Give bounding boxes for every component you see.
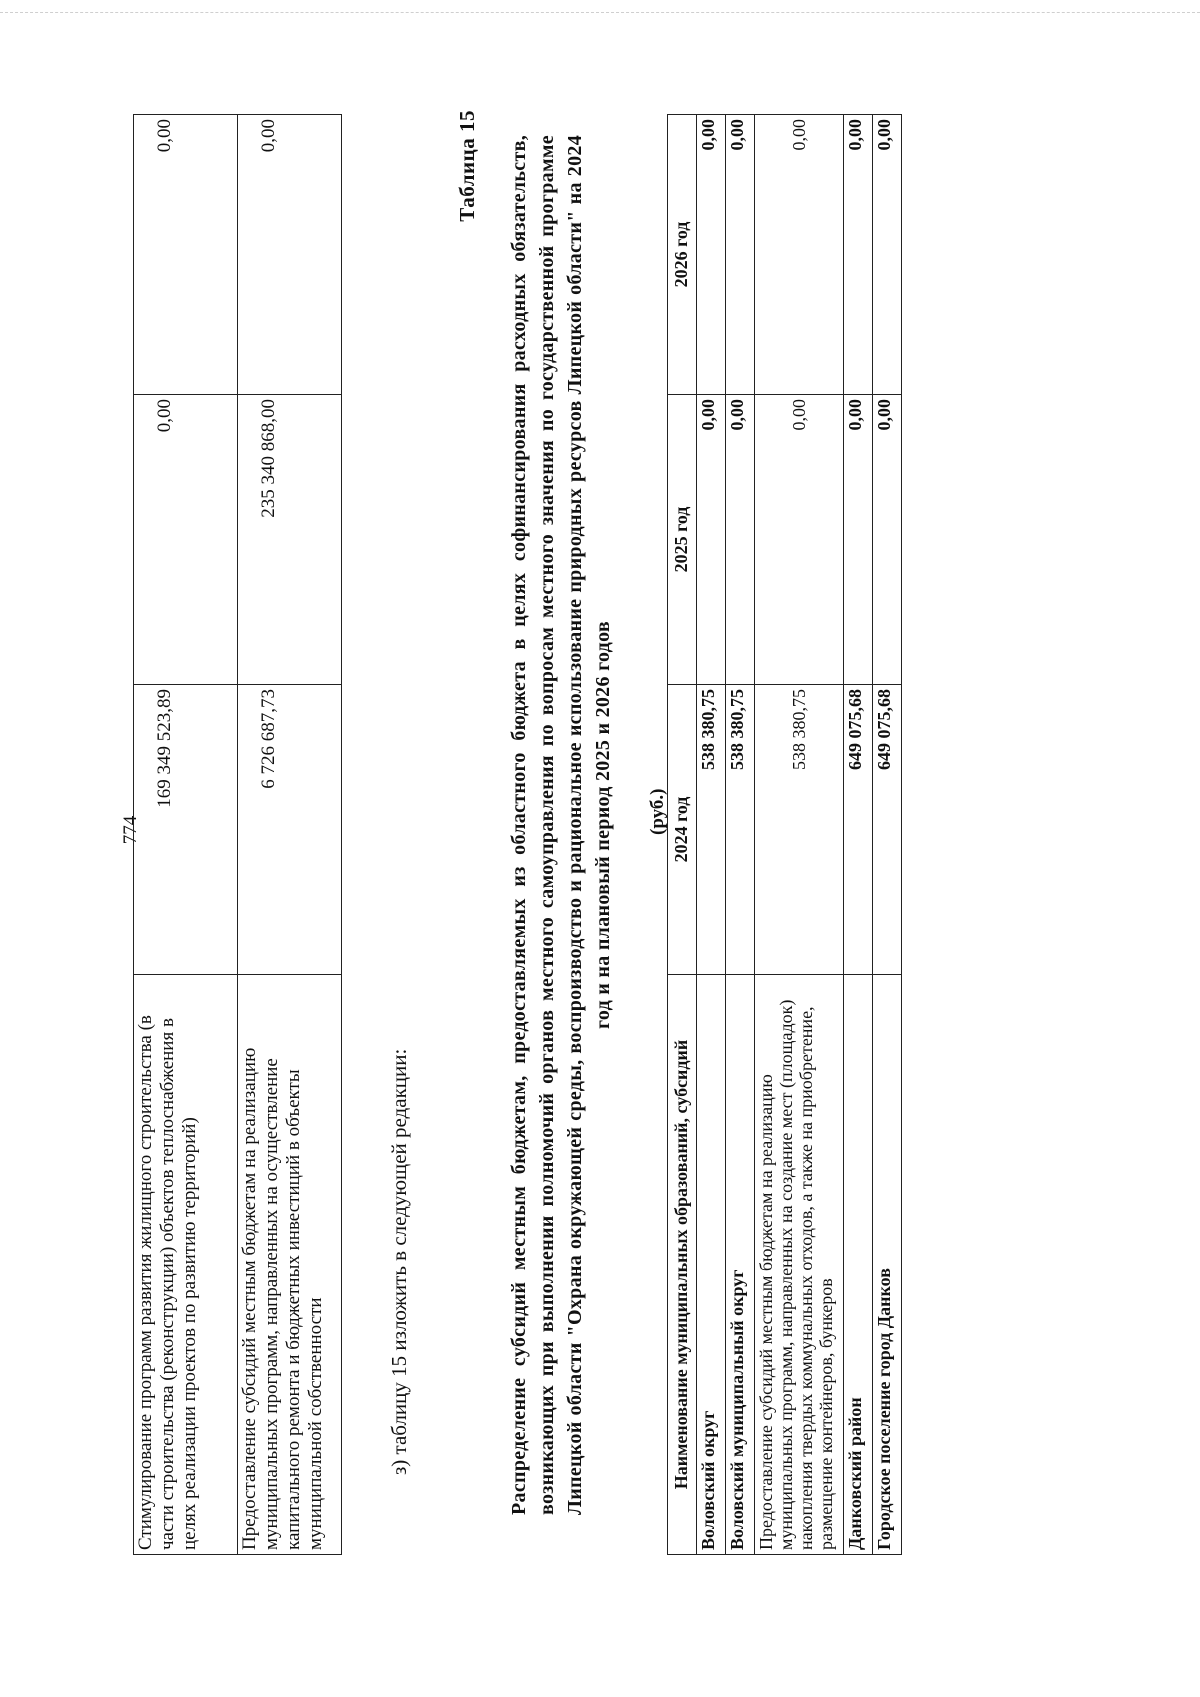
value-2025: 235 340 868,00: [238, 395, 342, 685]
value-2024: 538 380,75: [755, 685, 844, 975]
row-name: Предоставление субсидий местным бюджетам на реализацию муниципальных программ, направленных на осуществление капитального ремонта и бюджетных инвестиций в объекты муниципальной собственности: [238, 975, 342, 1555]
value-2026: 0,00: [844, 115, 873, 395]
value-2025: 0,00: [726, 395, 755, 685]
header-2026: 2026 год: [668, 115, 697, 395]
unit-label: (руб.): [647, 788, 668, 835]
row-name: Стимулирование программ развития жилищного строительства (в части строительства (реконструкции) объектов теплоснабжения в целях реализации проектов по развитию территорий): [134, 975, 238, 1555]
value-2025: 0,00: [755, 395, 844, 685]
table-header-row: [668, 115, 697, 1555]
header-2025: 2025 год: [668, 395, 697, 685]
table-row: [873, 115, 902, 1555]
table-row: [697, 115, 726, 1555]
instruction-text: з) таблицу 15 изложить в следующей редакции:: [387, 1048, 411, 1475]
row-name: Данковский район: [844, 975, 873, 1555]
header-name: Наименование муниципальных образований, субсидий: [668, 975, 697, 1555]
value-2026: 0,00: [238, 115, 342, 395]
table-title: Распределение субсидий местным бюджетам, предоставляемых из областного бюджета в целях софинансирования расходных обязательств, возникающих при выполнении полномочий органов местного самоуправления по вопросам местного значения по государственной программе Липецкой области "Охрана окружающей среды, воспроизводство и рациональное использование природных ресурсов Липецкой области" на 2024 год и на плановый период 2025 и 2026 годов: [508, 135, 614, 1515]
page-number: 774: [120, 815, 141, 845]
value-2026: 0,00: [697, 115, 726, 395]
subsidy-table: [667, 114, 902, 1555]
continued-table: [133, 114, 342, 1555]
value-2025: 0,00: [697, 395, 726, 685]
table-row: [844, 115, 873, 1555]
row-name: Предоставление субсидий местным бюджетам на реализацию муниципальных программ, направленных на создание мест (площадок) накопления твердых коммунальных отходов, а также на приобретение, размещение контейнеров, бункеров: [755, 975, 844, 1555]
value-2026: 0,00: [873, 115, 902, 395]
value-2024: 538 380,75: [726, 685, 755, 975]
value-2024: 169 349 523,89: [134, 685, 238, 975]
value-2026: 0,00: [726, 115, 755, 395]
row-name: Городское поселение город Данков: [873, 975, 902, 1555]
table-row: [238, 115, 342, 1555]
value-2024: 649 075,68: [844, 685, 873, 975]
row-name: Воловский муниципальный округ: [726, 975, 755, 1555]
rotated-page: [120, 85, 1075, 1575]
value-2024: 538 380,75: [697, 685, 726, 975]
table-label: Таблица 15: [455, 110, 479, 222]
value-2024: 6 726 687,73: [238, 685, 342, 975]
value-2025: 0,00: [134, 395, 238, 685]
value-2024: 649 075,68: [873, 685, 902, 975]
value-2026: 0,00: [134, 115, 238, 395]
table-row: [134, 115, 238, 1555]
table-row: [755, 115, 844, 1555]
table-row: [726, 115, 755, 1555]
scan-edge-line: [0, 12, 1200, 13]
value-2026: 0,00: [755, 115, 844, 395]
row-name: Воловский округ: [697, 975, 726, 1555]
header-2024: 2024 год: [668, 685, 697, 975]
value-2025: 0,00: [873, 395, 902, 685]
value-2025: 0,00: [844, 395, 873, 685]
